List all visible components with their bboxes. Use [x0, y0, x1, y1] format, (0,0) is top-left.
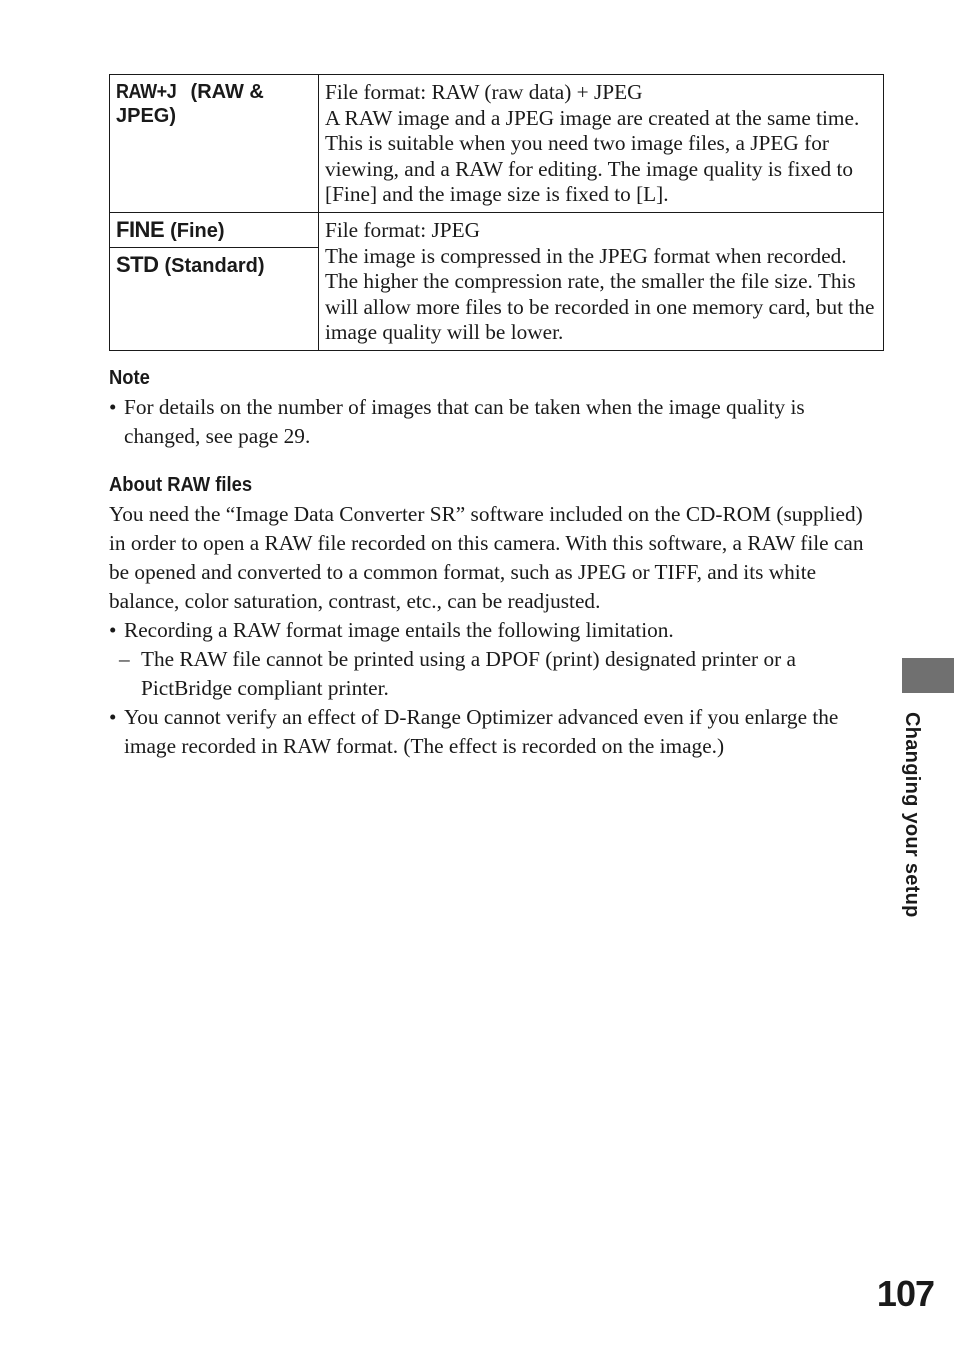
bullet-mark: •	[109, 705, 117, 729]
image-quality-table	[109, 74, 884, 351]
mode-cell-standard	[110, 248, 319, 351]
bullet-mark: •	[109, 618, 117, 642]
mode-cell-fine	[110, 213, 319, 248]
chapter-tab-label: Changing your setup	[901, 712, 923, 918]
mode-label-fine: (Fine)	[170, 220, 225, 242]
mode-cell-raw-jpeg	[110, 75, 319, 213]
note-heading: Note	[109, 367, 150, 389]
mode-label-standard: (Standard)	[164, 255, 265, 278]
table-row-raw-jpeg	[110, 75, 884, 213]
note-body	[109, 393, 884, 451]
about-raw-heading: About RAW files	[109, 474, 253, 496]
chapter-tab-marker	[902, 658, 954, 693]
raw-jpeg-icon: RAW+J	[116, 81, 177, 103]
description-text: The image is compressed in the JPEG format when recorded. The higher the compression rate, the smaller the file size. This will allow more files to be recorded in one memory card, but the image quality will be lower.	[325, 243, 875, 345]
dash-mark: –	[119, 647, 130, 671]
std-icon: STD	[116, 252, 159, 278]
description-format: File format: RAW (raw data) + JPEG	[325, 80, 643, 104]
description-cell-raw-jpeg	[319, 75, 884, 213]
raw-bullet-2: You cannot verify an effect of D-Range Optimizer advanced even if you enlarge the image recorded in RAW format. (The effect is recorded on the image.)	[124, 705, 839, 758]
description-text: A RAW image and a JPEG image are created at the same time. This is suitable when you need two image files, a JPEG for viewing, and a RAW for editing. The image quality is fixed to [Fine] and the image size is fixed to [L].	[325, 105, 860, 207]
bullet-mark: •	[109, 395, 117, 419]
about-raw-intro: You need the “Image Data Converter SR” software included on the CD-ROM (supplied) in order to open a RAW file recorded on this camera. With this software, a RAW file can be opened and converted to a common format, such as JPEG or TIFF, and its white balance, color saturation, contrast, etc., can be readjusted.	[109, 502, 864, 613]
table-row-fine	[110, 213, 884, 248]
mode-label-raw-jpeg: (RAW &	[190, 81, 264, 103]
list-item	[109, 393, 884, 451]
list-item	[109, 703, 884, 761]
page-number: 107	[876, 1273, 934, 1314]
fine-icon: FINE	[116, 217, 165, 242]
description-cell-jpeg	[319, 213, 884, 351]
about-raw-body	[109, 500, 884, 761]
note-bullet-text: For details on the number of images that can be taken when the image quality is changed, see page 29.	[124, 395, 805, 448]
list-sub-item	[109, 645, 884, 703]
raw-bullet-1: Recording a RAW format image entails the following limitation.	[124, 618, 674, 642]
raw-sub-item-1: The RAW file cannot be printed using a DPOF (print) designated printer or a PictBridge compliant printer.	[141, 647, 796, 700]
list-item	[109, 616, 884, 645]
description-format: File format: JPEG	[325, 218, 480, 242]
mode-label-raw-jpeg-cont: JPEG)	[116, 105, 177, 127]
